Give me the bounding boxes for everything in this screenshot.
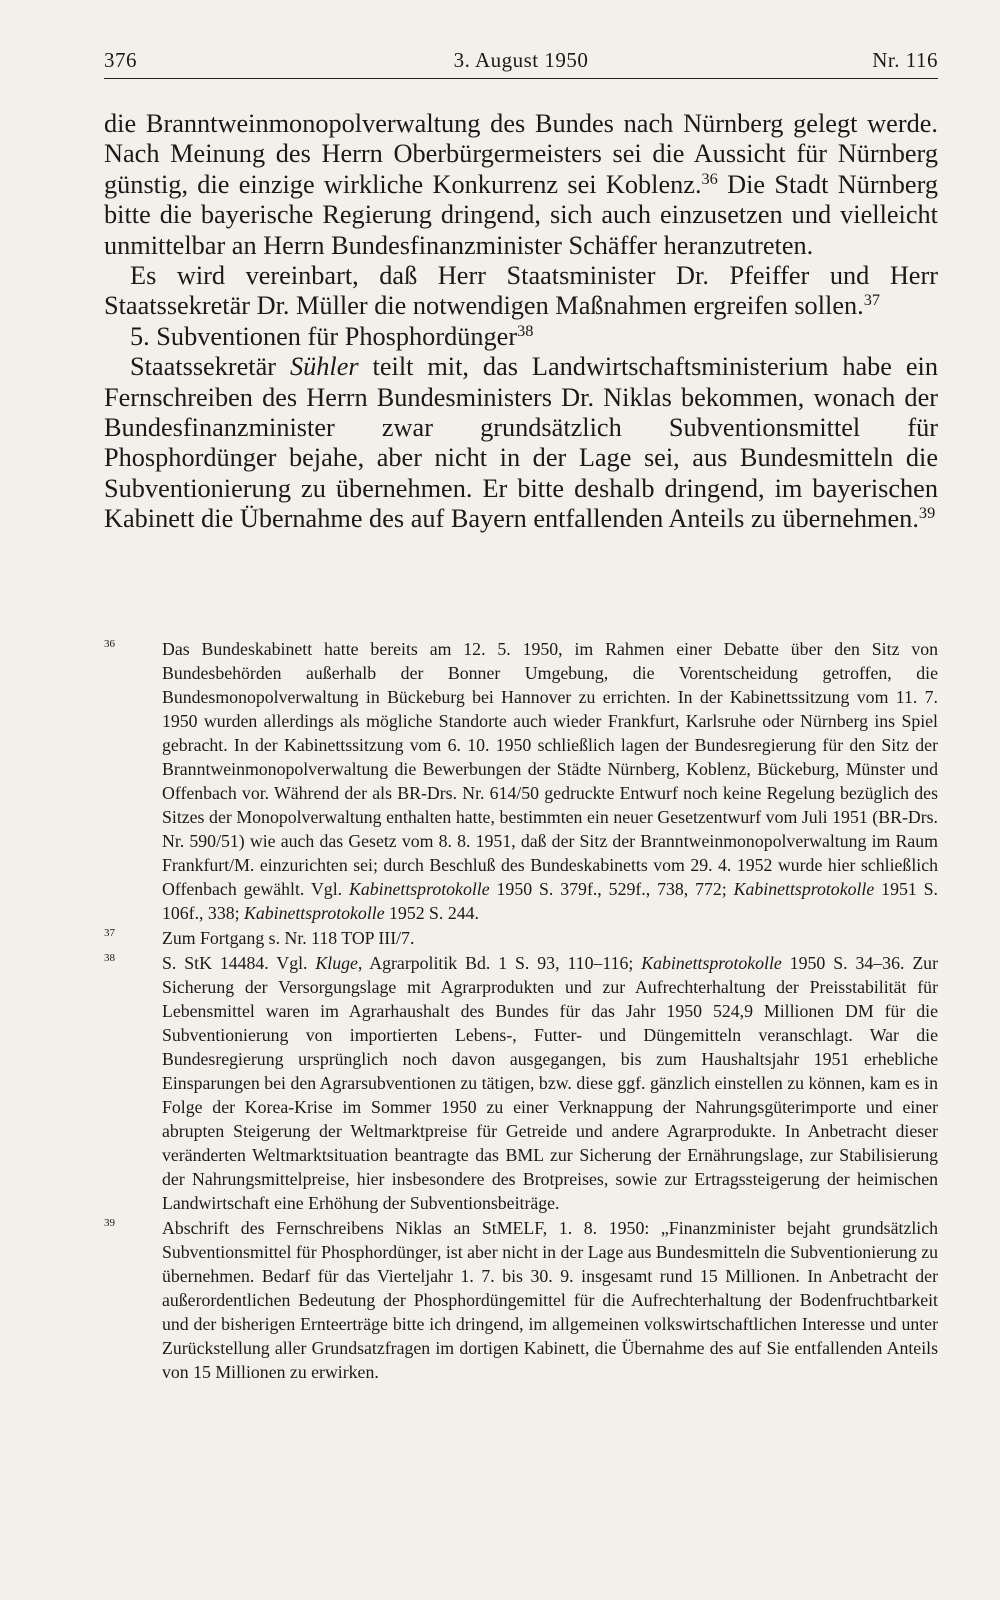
footnote-text: Abschrift des Fernschreibens Niklas an StMELF, 1. 8. 1950: „Finanzminister bejaht grundsätzlich Subventionsmittel für Phosphordünger, ist aber nicht in der Lage aus Bundesmitteln die Subventionierung zu übernehmen. Bedarf für das Vierteljahr 1. 7. bis 30. 9. insgesamt rund 15 Millionen. In Anbetracht der außerordentlichen Bedeutung der Phosphordüngemittel für die Aufrechterhaltung der Bodenfruchtbarkeit und der bisherigen Ernteerträge bitte ich dringend, im allgemeinen volkswirtschaftlichen Interesse und unter Zurückstellung aller Grundsatzfragen im dortigen Kabinett, die Übernahme des auf Sie entfallenden Anteils von 15 Millionen zu erwirken. bbox=[162, 1218, 938, 1382]
footnote-text-part: 1951 S. 106f., 338; bbox=[162, 879, 938, 923]
document-number: Nr. 116 bbox=[872, 48, 938, 72]
footnote-text bbox=[162, 637, 938, 925]
footnote-ref-37[interactable]: 37 bbox=[863, 290, 881, 310]
footnote-text: Zum Fortgang s. Nr. 118 TOP III/7. bbox=[162, 928, 415, 948]
footnote-number: 37 bbox=[104, 927, 115, 939]
footnote-number: 36 bbox=[104, 638, 115, 650]
paragraph-3 bbox=[104, 352, 938, 534]
footnote-text-part: Agrarpolitik Bd. 1 S. 93, 110–116; bbox=[362, 953, 642, 973]
footnote-text-part: S. StK 14484. Vgl. bbox=[162, 953, 316, 973]
footnote-number: 38 bbox=[104, 952, 115, 964]
citation-title: Kabinettsprotokolle bbox=[244, 903, 385, 923]
paragraph-1-text: die Branntweinmonopolverwaltung des Bundes nach Nürnberg gelegt werde. Nach Meinung des Herrn Oberbürgermeisters sei die Aussicht für Nürnberg günstig, die einzige wirkliche Konkurrenz sei Koblenz. bbox=[104, 109, 938, 199]
footnote-text bbox=[162, 951, 938, 1215]
citation-title: Kabinettsprotokolle bbox=[349, 879, 490, 899]
footnote-number: 39 bbox=[104, 1217, 115, 1229]
footnote-text-part: 1950 S. 34–36. Zur Sicherung der Versorgungslage mit Agrarprodukten und zur Aufrechterhaltung der Preisstabilität für Lebensmittel waren im Agrarhaushalt des Bundes für das Jahr 1950 524,9 Millionen DM für die Subventionierung von importierten Lebens-, Futter- und Düngemitteln veranschlagt. War die Bundesregierung ursprünglich noch davon ausgegangen, bis zum Haushaltsjahr 1951 erhebliche Einsparungen bei den Agrarsubventionen zu tätigen, bzw. diese ggf. gänzlich einstellen zu können, kam es in Folge der Korea-Krise im Sommer 1950 zu einer Verknappung der Nahrungsgüterimporte und einer abrupten Steigerung der Weltmarktpreise für Getreide und andere Agrarprodukte. In Anbetracht dieser veränderten Weltmarktsituation beantragte das BML zur Sicherung der Ernährungslage, zur Stabilisierung der Nahrungsmittelpreise, hier insbesondere des Brotpreises, sowie zur Ertragssteigerung der heimischen Landwirtschaft eine Erhöhung der Subventionsbeiträge. bbox=[162, 953, 938, 1213]
citation-title: Kabinettsprotokolle bbox=[641, 953, 782, 973]
section-heading-text: 5. Subventionen für Phosphordünger bbox=[130, 321, 518, 351]
footnote-ref-39[interactable]: 39 bbox=[918, 503, 936, 523]
paragraph-1 bbox=[104, 109, 938, 261]
footnote-text-part: Das Bundeskabinett hatte bereits am 12. 5. 1950, im Rahmen einer Debatte über den Sitz von Bundesbehörden außerhalb der Bonner Umgebung, die Vorentscheidung getroffen, die Bundesmonopolverwaltung in Bückeburg bei Hannover zu errichten. In der Kabinettssitzung vom 11. 7. 1950 wurden allerdings als mögliche Standorte auch wieder Frankfurt, Karlsruhe oder Nürnberg ins Spiel gebracht. In der Kabinettssitzung vom 6. 10. 1950 schließlich lagen der Bundesregierung für den Sitz der Branntweinmonopolverwaltung die Bewerbungen der Städte Nürnberg, Koblenz, Bückeburg, Münster und Offenbach vor. Während der als BR-Drs. Nr. 614/50 gedruckte Entwurf noch keine Regelung bezüglich des Sitzes der Monopolverwaltung enthalten hatte, bestimmten ein neuer Gesetzentwurf vom Juli 1951 (BR-Drs. Nr. 590/51) wie auch das Gesetz vom 8. 8. 1951, daß der Sitz der Branntweinmonopolverwaltung im Raum Frankfurt/M. einzurichten sei; durch Beschluß des Bundeskabinetts vom 29. 4. 1952 wurde hier schließlich Offenbach gewählt. Vgl. bbox=[162, 639, 938, 899]
footnotes bbox=[104, 637, 938, 1385]
paragraph-2-text: Es wird vereinbart, daß Herr Staatsminister Dr. Pfeiffer und Herr Staatssekretär Dr. Müller die notwendigen Maßnahmen ergreifen sollen. bbox=[104, 261, 938, 321]
footnote-text-part: 1952 S. 244. bbox=[384, 903, 479, 923]
paragraph-2 bbox=[104, 261, 938, 322]
footnote-text-part: 1950 S. 379f., 529f., 738, 772; bbox=[489, 879, 734, 899]
paragraph-3-text-a: Staatssekretär bbox=[130, 352, 290, 382]
header-date: 3. August 1950 bbox=[453, 48, 589, 72]
citation-title: Kabinettsprotokolle bbox=[733, 879, 875, 899]
footnote-37 bbox=[104, 926, 938, 950]
citation-author: Kluge, bbox=[315, 953, 363, 973]
footnote-38 bbox=[104, 951, 938, 1215]
section-heading bbox=[104, 322, 938, 352]
footnote-36 bbox=[104, 637, 938, 925]
footnote-ref-38[interactable]: 38 bbox=[517, 320, 534, 340]
paragraph-1-continuation: Die Stadt Nürnberg bitte die bayerische Regierung dringend, sich auch einzusetzen und vielleicht unmittelbar an Herrn Bundesfinanzminister Schäffer heranzutreten. bbox=[104, 169, 938, 260]
footnote-39 bbox=[104, 1216, 938, 1384]
speaker-name: Sühler bbox=[289, 352, 359, 382]
footnote-ref-36[interactable]: 36 bbox=[701, 168, 718, 188]
main-text bbox=[104, 109, 938, 535]
page-number: 376 bbox=[104, 48, 137, 72]
running-header bbox=[104, 44, 938, 79]
paragraph-3-text-b: teilt mit, das Landwirtschaftsministerium habe ein Fernschreiben des Herrn Bundesministers Dr. Niklas bekommen, wonach der Bundesfinanzminister zwar grundsätzlich Subventionsmittel für Phosphordünger bejahe, aber nicht in der Lage sei, aus Bundesmitteln die Subventionierung zu übernehmen. Er bitte deshalb dringend, im bayerischen Kabinett die Übernahme des auf Bayern entfallenden Anteils zu übernehmen. bbox=[104, 352, 938, 534]
